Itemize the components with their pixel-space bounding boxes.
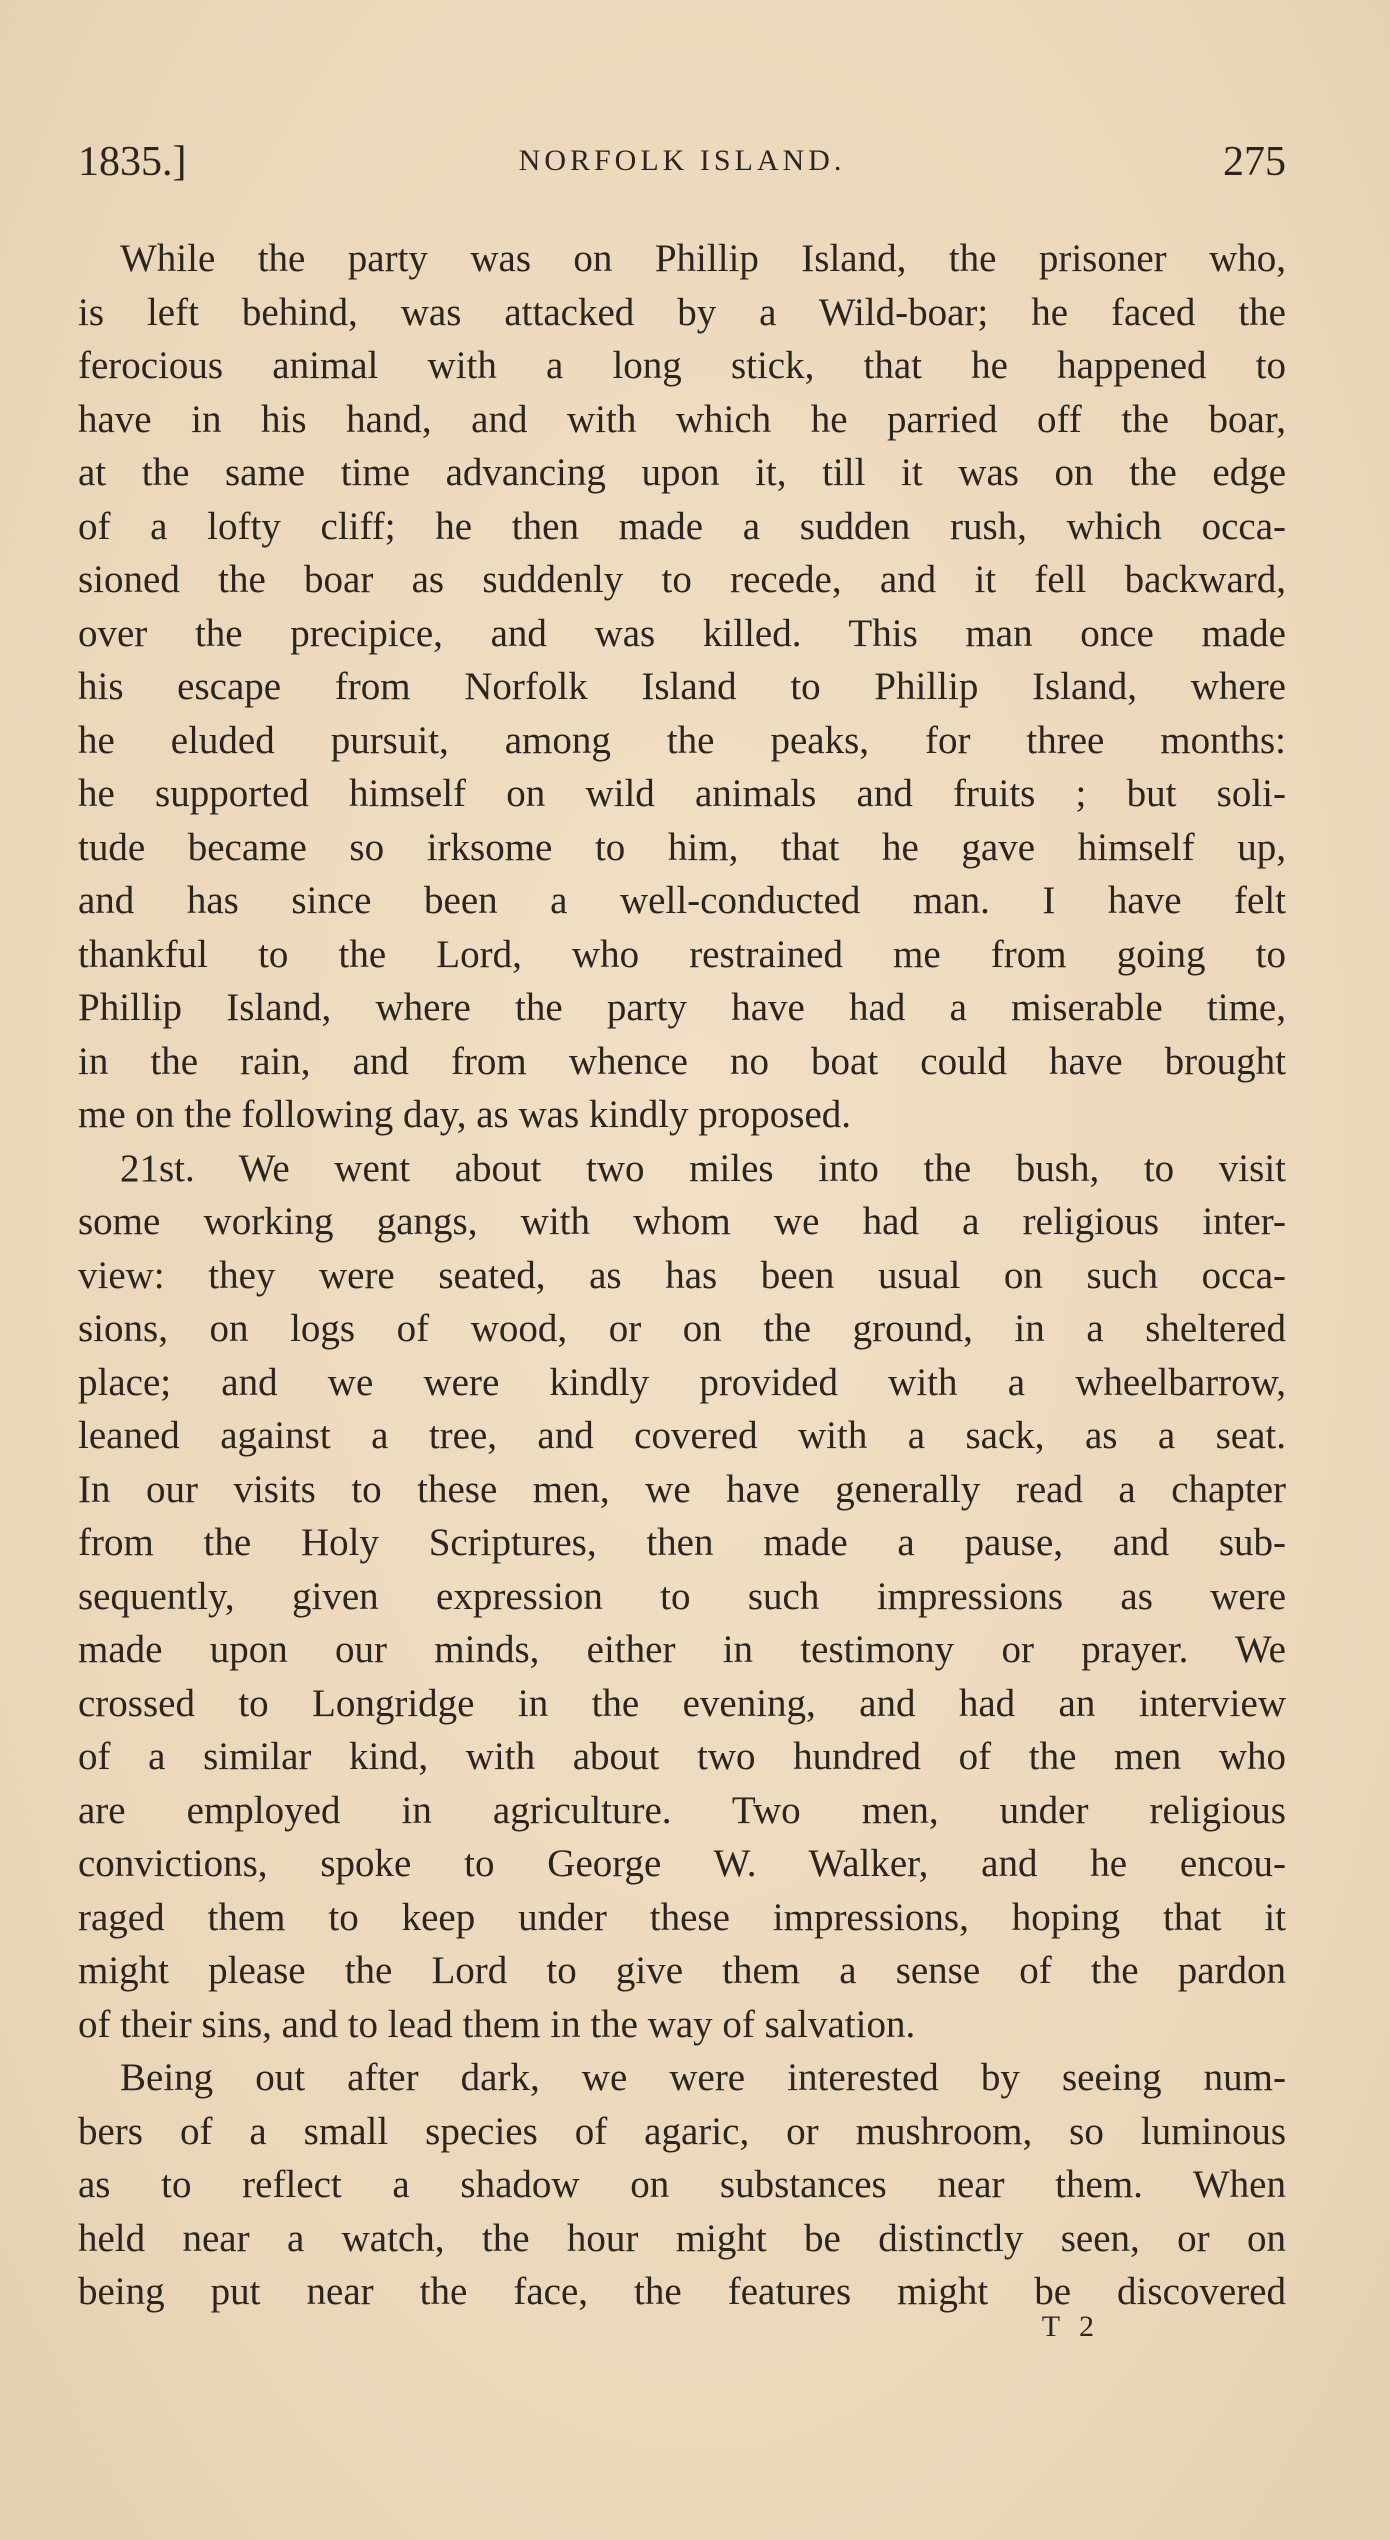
text-line: sequently, given expression to such impressions as were [78, 1574, 1286, 1618]
text-line: he supported himself on wild animals and fruits ; but soli- [78, 772, 1286, 815]
page-number: 275 [1223, 139, 1286, 185]
text-line: leaned against a tree, and covered with a sack, as a seat. [78, 1414, 1286, 1457]
text-line: sioned the boar as suddenly to recede, and it fell backward, [78, 558, 1286, 601]
running-header [78, 138, 1286, 202]
text-line: of their sins, and to lead them in the way of salvation. [78, 2002, 916, 2046]
text-line: place; and we were kindly provided with a wheelbarrow, [78, 1360, 1286, 1404]
text-line: thankful to the Lord, who restrained me from going to [78, 932, 1286, 976]
signature-mark: T 2 [1041, 2310, 1100, 2343]
text-line: of a lofty cliff; he then made a sudden rush, which occa- [78, 504, 1286, 548]
text-line: While the party was on Phillip Island, the prisoner who, [120, 237, 1286, 280]
text-line: being put near the face, the features might be discovered [78, 2270, 1286, 2313]
running-title: NORFOLK ISLAND. [518, 144, 846, 177]
text-line: at the same time advancing upon it, till it was on the edge [78, 451, 1286, 494]
text-line: and has since been a well-conducted man. I have felt [78, 879, 1286, 922]
text-line: tude became so irksome to him, that he gave himself up, [78, 825, 1286, 869]
text-line: Phillip Island, where the party have had a miserable time, [78, 986, 1286, 1029]
text-line: as to reflect a shadow on substances near them. When [78, 2163, 1286, 2206]
text-line: crossed to Longridge in the evening, and had an interview [78, 1681, 1286, 1725]
text-line: ferocious animal with a long stick, that he happened to [78, 344, 1286, 387]
text-line: view: they were seated, as has been usual on such occa- [78, 1253, 1286, 1297]
text-line: me on the following day, as was kindly proposed. [78, 1093, 852, 1136]
text-line: have in his hand, and with which he parried off the boar, [78, 397, 1286, 441]
text-line: of a similar kind, with about two hundred of the men who [78, 1735, 1286, 1778]
text-line: his escape from Norfolk Island to Phillip Island, where [78, 665, 1286, 708]
header-year: 1835.] [78, 139, 187, 185]
text-line: raged them to keep under these impressions, hoping that it [78, 1895, 1286, 1939]
body-text [78, 232, 1286, 2319]
text-line: convictions, spoke to George W. Walker, and he encou- [78, 1842, 1286, 1885]
text-line: in the rain, and from whence no boat could have brought [78, 1039, 1286, 1083]
text-line: are employed in agriculture. Two men, under religious [78, 1788, 1286, 1832]
text-line: sions, on logs of wood, or on the ground, in a sheltered [78, 1307, 1286, 1350]
text-line: he eluded pursuit, among the peaks, for three months: [78, 718, 1286, 762]
text-line: over the precipice, and was killed. This man once made [78, 611, 1286, 655]
text-line: held near a watch, the hour might be distinctly seen, or on [78, 2216, 1286, 2260]
text-line: bers of a small species of agaric, or mushroom, so luminous [78, 2109, 1286, 2153]
text-line: from the Holy Scriptures, then made a pause, and sub- [78, 1521, 1286, 1564]
text-line: might please the Lord to give them a sense of the pardon [78, 1949, 1286, 1992]
text-line: some working gangs, with whom we had a religious inter- [78, 1200, 1286, 1243]
text-line: is left behind, was attacked by a Wild-boar; he faced the [78, 290, 1286, 334]
text-line: Being out after dark, we were interested by seeing num- [120, 2056, 1286, 2099]
text-line: made upon our minds, either in testimony or prayer. We [78, 1628, 1286, 1671]
text-line: 21st. We went about two miles into the bush, to visit [120, 1146, 1286, 1190]
text-line: In our visits to these men, we have generally read a chapter [78, 1467, 1286, 1511]
